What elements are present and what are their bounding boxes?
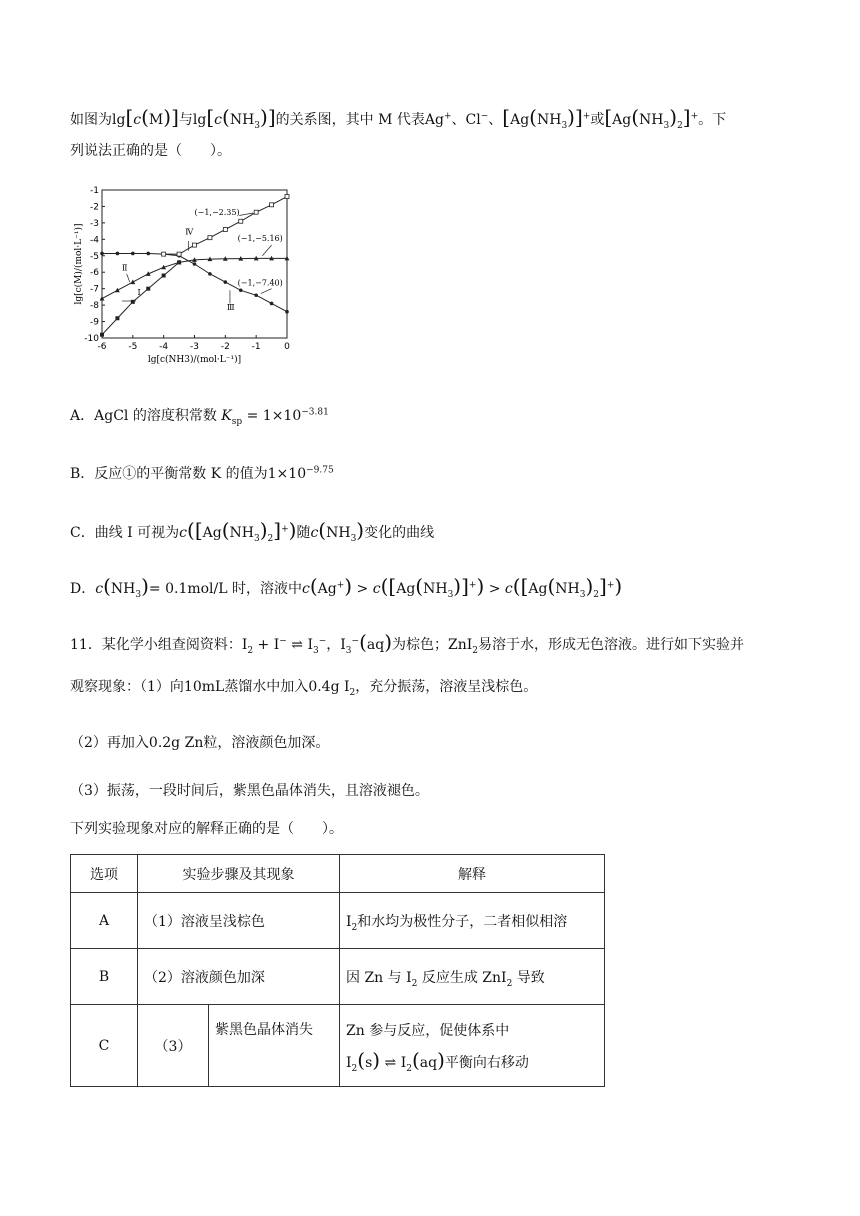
table-header-row (71, 855, 605, 893)
table-row: B （2）溶液颜色加深 因 Zn 与 $I_2$ 反应生成 ZnI$_2$ 导致 (71, 949, 605, 1005)
point-III (193, 262, 197, 266)
y-tick-label: -9 (90, 317, 99, 328)
table-row: A （1）溶液呈浅棕色 $I_2$和水均为极性分子，二者相似相溶 (71, 893, 605, 949)
point-IV (254, 210, 258, 214)
point-III (254, 293, 258, 297)
point-IV (270, 203, 274, 207)
point-I (146, 287, 150, 291)
point-III (285, 310, 289, 314)
point-IV (162, 252, 166, 256)
q11-stem-line1: 11．某化学小组查阅资料：$I_2 + I^-$ ⇌ $I_3^-$，$I_3^-(aq)$为棕色；ZnI$_2$易溶于水，形成无色溶液。进行如下实验并 (70, 630, 745, 656)
table-header-cell: 实验步骤及其现象 (138, 855, 340, 893)
table-header-cell: 解释 (340, 855, 605, 893)
point-III (100, 252, 104, 256)
q10-chart (72, 184, 307, 374)
y-axis-label: lg[c(M)/(mol·L⁻¹)] (74, 223, 84, 305)
q11-question: 下列实验现象对应的解释正确的是（ ）。 (70, 821, 343, 837)
y-tick-label: -6 (90, 268, 99, 279)
x-tick-label: 0 (284, 342, 290, 352)
x-tick-label: -1 (251, 342, 261, 352)
point-IV (177, 252, 181, 256)
table-row: C （3） 紫黑色晶体消失 Zn 参与反应，促使体系中 $I_2(s)$ ⇌ $I_2(aq)$平衡向右移动 (71, 1005, 605, 1087)
chart-annotation: Ⅰ (137, 288, 141, 298)
x-tick-label: -5 (128, 342, 138, 352)
y-tick-label: -7 (90, 284, 99, 295)
point-IV (193, 243, 197, 247)
q10-option-d: D．$c(NH_3)= 0.1mol/L$ 时，溶液中$c(Ag^+) > c([Ag(NH_3)]^+) > c([Ag(NH_3)_2]^+)$ (70, 574, 623, 600)
point-I (162, 274, 166, 278)
annotation-arrow (262, 245, 271, 256)
x-tick-label: -4 (159, 342, 169, 352)
q11-step-2: （2）再加入0.2g Zn粒，溶液颜色加深。 (70, 735, 330, 751)
annotation-arrow (127, 274, 130, 282)
series-line-IV (164, 197, 287, 255)
q10-and-text: 与 (178, 112, 193, 128)
q11-table (70, 854, 605, 1087)
point-III (116, 252, 120, 256)
series-line-I (102, 262, 179, 334)
y-tick-label: -10 (84, 334, 99, 344)
q11-step-3: （3）振荡，一段时间后，紫黑色晶体消失，且溶液褪色。 (70, 783, 429, 799)
y-tick-label: -5 (90, 251, 99, 262)
chart-annotation: (−1,−7.40) (237, 278, 283, 288)
chart-annotation: (−1,−2.35) (194, 208, 240, 218)
point-II (100, 296, 105, 301)
x-tick-label: -6 (97, 342, 107, 352)
x-axis-label: lg[c(NH3)/(mol·L⁻¹)] (147, 355, 242, 365)
y-tick-label: -4 (90, 235, 99, 246)
q10-stem-line1: 如图为lg[c(M)]与$\lg[c(NH_3)]$的关系图，其中 M 代表Ag+、Cl−、$[Ag(NH_3)]^+$或$[Ag(NH_3)_2]^+$。下 (70, 105, 727, 131)
q11-stem-line2: 观察现象：（1）向10mL蒸馏水中加入0.4g $I_2$，充分振荡，溶液呈浅棕色。 (70, 679, 538, 698)
point-IV (239, 219, 243, 223)
chart-annotation: Ⅱ (122, 263, 128, 273)
chart-annotation: Ⅲ (226, 303, 235, 313)
point-III (224, 280, 228, 284)
q10-option-a: A．AgCl 的溶度积常数 $K_{sp} = 1\times 10^{-3.81}$ (70, 407, 329, 427)
point-IV (223, 227, 227, 231)
point-III (131, 252, 135, 256)
y-tick-label: -1 (90, 186, 99, 196)
point-II (115, 288, 120, 293)
chart-annotation: Ⅳ (185, 227, 194, 237)
point-II (130, 279, 135, 284)
q10-option-b: B．反应①的平衡常数 K 的值为$1\times 10^{-9.75}$ (70, 465, 334, 482)
q10-stem-line2: 列说法正确的是（ ）。 (70, 143, 231, 159)
q10-intro-text: 如图为 (70, 112, 112, 128)
point-III (270, 302, 274, 306)
y-tick-label: -2 (90, 202, 99, 213)
point-III (146, 252, 150, 256)
point-I (131, 300, 135, 304)
table-header-cell: 选项 (71, 855, 138, 893)
q10-option-c: C．曲线 I 可视为$c([Ag(NH_3)_2]^+)$随$c(NH_3)$变化的曲线 (70, 518, 435, 544)
point-IV (208, 236, 212, 240)
point-I (115, 316, 119, 320)
chart-annotation: (−1,−5.16) (237, 233, 283, 243)
x-tick-label: -3 (190, 342, 199, 352)
x-tick-label: -2 (220, 342, 230, 352)
y-tick-label: -8 (90, 301, 99, 312)
point-III (208, 272, 212, 276)
point-I (100, 333, 104, 337)
point-III (239, 289, 243, 293)
q10-relation-text: 的关系图，其中 M 代表 (275, 112, 425, 128)
point-IV (285, 195, 289, 199)
y-tick-label: -3 (90, 218, 99, 229)
annotation-arrow (261, 289, 272, 294)
